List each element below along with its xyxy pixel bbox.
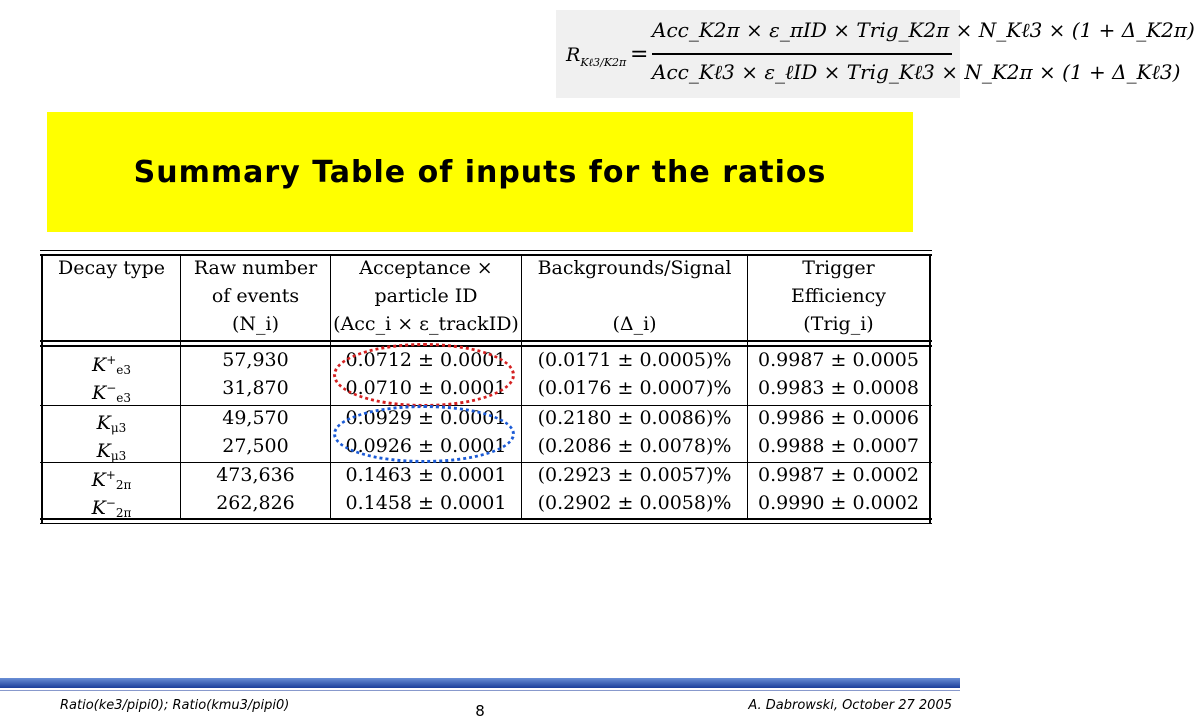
events-cell: 57,930 — [222, 349, 289, 371]
highlight-ellipse-blue — [333, 405, 515, 463]
acc-cell: 0.1463 ± 0.0001 — [345, 464, 507, 486]
formula-equals: = — [630, 42, 649, 67]
header-raw-1: Raw number — [193, 257, 318, 279]
events-cell: 27,500 — [222, 435, 289, 457]
trig-cell: 0.9988 ± 0.0007 — [758, 435, 919, 457]
footer-bar — [0, 678, 960, 688]
bkg-cell: (0.2086 ± 0.0078)% — [537, 435, 732, 457]
header-raw-3: (N_i) — [231, 313, 280, 335]
acc-cell: 0.1458 ± 0.0001 — [345, 492, 507, 514]
header-trig-2: Efficiency — [790, 285, 887, 307]
decay-symbol: K — [96, 440, 111, 462]
trig-cell: 0.9987 ± 0.0002 — [758, 464, 919, 486]
acc-cell: 0.0929 ± 0.0001 — [345, 407, 507, 429]
header-decay-type: Decay type — [58, 257, 165, 279]
decay-symbol: K — [96, 412, 111, 434]
formula-numerator: Acc_K2π × ε_πID × Trig_K2π × N_Kℓ3 × (1 + Δ_K2π) — [652, 18, 1195, 42]
footer-right-text: A. Dabrowski, October 27 2005 — [748, 698, 952, 713]
decay-symbol: K — [91, 469, 106, 491]
bkg-cell: (0.2902 ± 0.0058)% — [537, 492, 732, 514]
decay-mode: μ3 — [110, 421, 127, 435]
ratio-formula — [556, 10, 1195, 98]
events-cell: 49,570 — [222, 407, 289, 429]
formula-lhs: $R_{K\ell 3/K2\pi}$ — [566, 44, 627, 69]
decay-symbol: K — [91, 497, 106, 519]
decay-charge: − — [105, 496, 116, 510]
header-trig-1: Trigger — [802, 257, 875, 279]
footer-left-text: Ratio(ke3/pipi0); Ratio(kmu3/pipi0) — [60, 698, 290, 713]
highlight-ellipse-red — [333, 343, 515, 407]
header-rule — [40, 340, 932, 342]
events-cell: 31,870 — [222, 377, 289, 399]
bkg-cell: (0.0176 ± 0.0007)% — [537, 377, 732, 399]
decay-symbol: K — [91, 382, 107, 404]
acc-cell: 0.0926 ± 0.0001 — [345, 435, 507, 457]
page-number: 8 — [475, 702, 485, 720]
decay-charge: − — [106, 381, 117, 395]
header-rule-double — [40, 345, 932, 347]
trig-cell: 0.9986 ± 0.0006 — [758, 407, 919, 429]
bkg-cell: (0.0171 ± 0.0005)% — [537, 349, 732, 371]
events-cell: 262,826 — [216, 492, 295, 514]
acc-cell: 0.0712 ± 0.0001 — [345, 349, 507, 371]
header-raw-2: of events — [211, 285, 300, 307]
decay-symbol: K — [91, 354, 107, 376]
header-bkg-1: Backgrounds/Signal — [537, 257, 732, 279]
decay-charge: + — [106, 353, 117, 367]
header-acc-2: particle ID — [374, 285, 478, 307]
bkg-cell: (0.2923 ± 0.0057)% — [537, 464, 732, 486]
summary-table — [40, 250, 932, 526]
acc-cell: 0.0710 ± 0.0001 — [345, 377, 507, 399]
decay-type-cell — [43, 491, 180, 525]
decay-mode: 2π — [115, 478, 132, 492]
footer-rule — [0, 690, 960, 691]
decay-mode: e3 — [116, 363, 131, 377]
formula-denominator: Acc_Kℓ3 × ε_ℓID × Trig_Kℓ3 × N_K2π × (1 + Δ_Kℓ3) — [652, 60, 1181, 84]
bkg-cell: (0.2180 ± 0.0086)% — [537, 407, 732, 429]
header-acc-1: Acceptance × — [359, 257, 493, 279]
decay-type-cell — [43, 376, 180, 410]
decay-mode: μ3 — [110, 449, 127, 463]
title-banner — [47, 112, 913, 232]
header-trig-3: (Trig_i) — [803, 313, 874, 335]
table-top-rule — [40, 250, 932, 251]
col-rule-5 — [929, 254, 931, 524]
trig-cell: 0.9990 ± 0.0002 — [758, 492, 919, 514]
formula-fraction-bar — [652, 53, 952, 55]
header-bkg-3: (Δ_i) — [612, 313, 657, 335]
trig-cell: 0.9987 ± 0.0005 — [758, 349, 919, 371]
decay-mode: e3 — [116, 391, 131, 405]
header-acc-3: (Acc_i × ε_trackID) — [333, 313, 519, 335]
events-cell: 473,636 — [216, 464, 295, 486]
decay-mode: 2π — [115, 506, 132, 520]
slide-title: Summary Table of inputs for the ratios — [133, 154, 827, 190]
trig-cell: 0.9983 ± 0.0008 — [758, 377, 919, 399]
decay-charge: + — [105, 468, 116, 482]
